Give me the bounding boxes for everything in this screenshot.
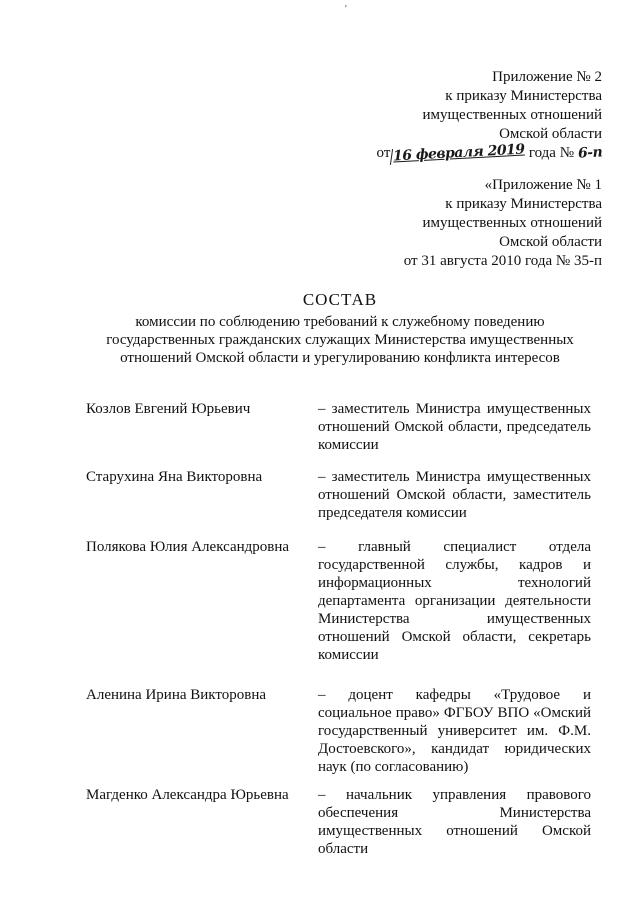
order-date-line — [376, 141, 603, 165]
member-row — [86, 538, 591, 664]
member-name: Полякова Юлия Александровна — [86, 539, 290, 555]
member-role: – начальник управления правового обеспечения Министерства имущественных отношений Омской области — [318, 787, 591, 857]
appendix-current-line: Приложение № 2 — [492, 69, 602, 85]
appendix-previous-line: имущественных отношений — [422, 215, 602, 231]
member-row — [86, 468, 591, 522]
member-name: Козлов Евгений Юрьевич — [86, 401, 251, 417]
appendix-current-line: к приказу Министерства — [445, 88, 602, 104]
member-role: – заместитель Министра имущественных отношений Омской области, заместитель председателя комиссии — [318, 469, 591, 521]
member-row — [86, 400, 591, 454]
appendix-previous-block — [404, 176, 602, 271]
order-year-word: года № — [528, 145, 575, 161]
handwritten-order-number: 6-п — [577, 144, 603, 162]
member-name: Магденко Александра Юрьевна — [86, 787, 289, 803]
title-block — [80, 289, 600, 367]
appendix-previous-line: Омской области — [499, 234, 602, 250]
handwritten-date: 16 февраля 2019 — [393, 141, 526, 165]
appendix-current-line: Омской области — [499, 126, 602, 142]
member-name: Старухина Яна Викторовна — [86, 469, 263, 485]
members-list — [86, 400, 591, 858]
order-date-prefix: от — [376, 145, 391, 161]
member-row — [86, 786, 591, 858]
member-role: – заместитель Министра имущественных отношений Омской области, председатель комиссии — [318, 401, 591, 453]
appendix-current-line: имущественных отношений — [422, 107, 602, 123]
appendix-previous-line: от 31 августа 2010 года № 35-п — [403, 253, 602, 269]
appendix-previous-line: «Приложение № 1 — [484, 177, 602, 193]
appendix-current-block — [377, 68, 602, 165]
member-name: Аленина Ирина Викторовна — [86, 687, 267, 703]
scan-mark: ' — [345, 4, 347, 15]
member-row — [86, 686, 591, 776]
document-title: СОСТАВ — [302, 290, 378, 309]
member-role: – доцент кафедры «Трудовое и социальное право» ФГБОУ ВПО «Омский государственный университет им. Ф.М. Достоевского», кандидат юридических наук (по согласованию) — [318, 687, 591, 775]
document-subtitle: комиссии по соблюдению требований к служебному поведению государственных гражданских служащих Министерства имущественных отношений Омской области и урегулированию конфликта интересов — [106, 314, 574, 366]
member-role: – главный специалист отдела государственной службы, кадров и информационных технологий департамента организации деятельности Министерства имущественных отношений Омской области, секретарь комиссии — [318, 539, 591, 663]
appendix-previous-line: к приказу Министерства — [445, 196, 602, 212]
